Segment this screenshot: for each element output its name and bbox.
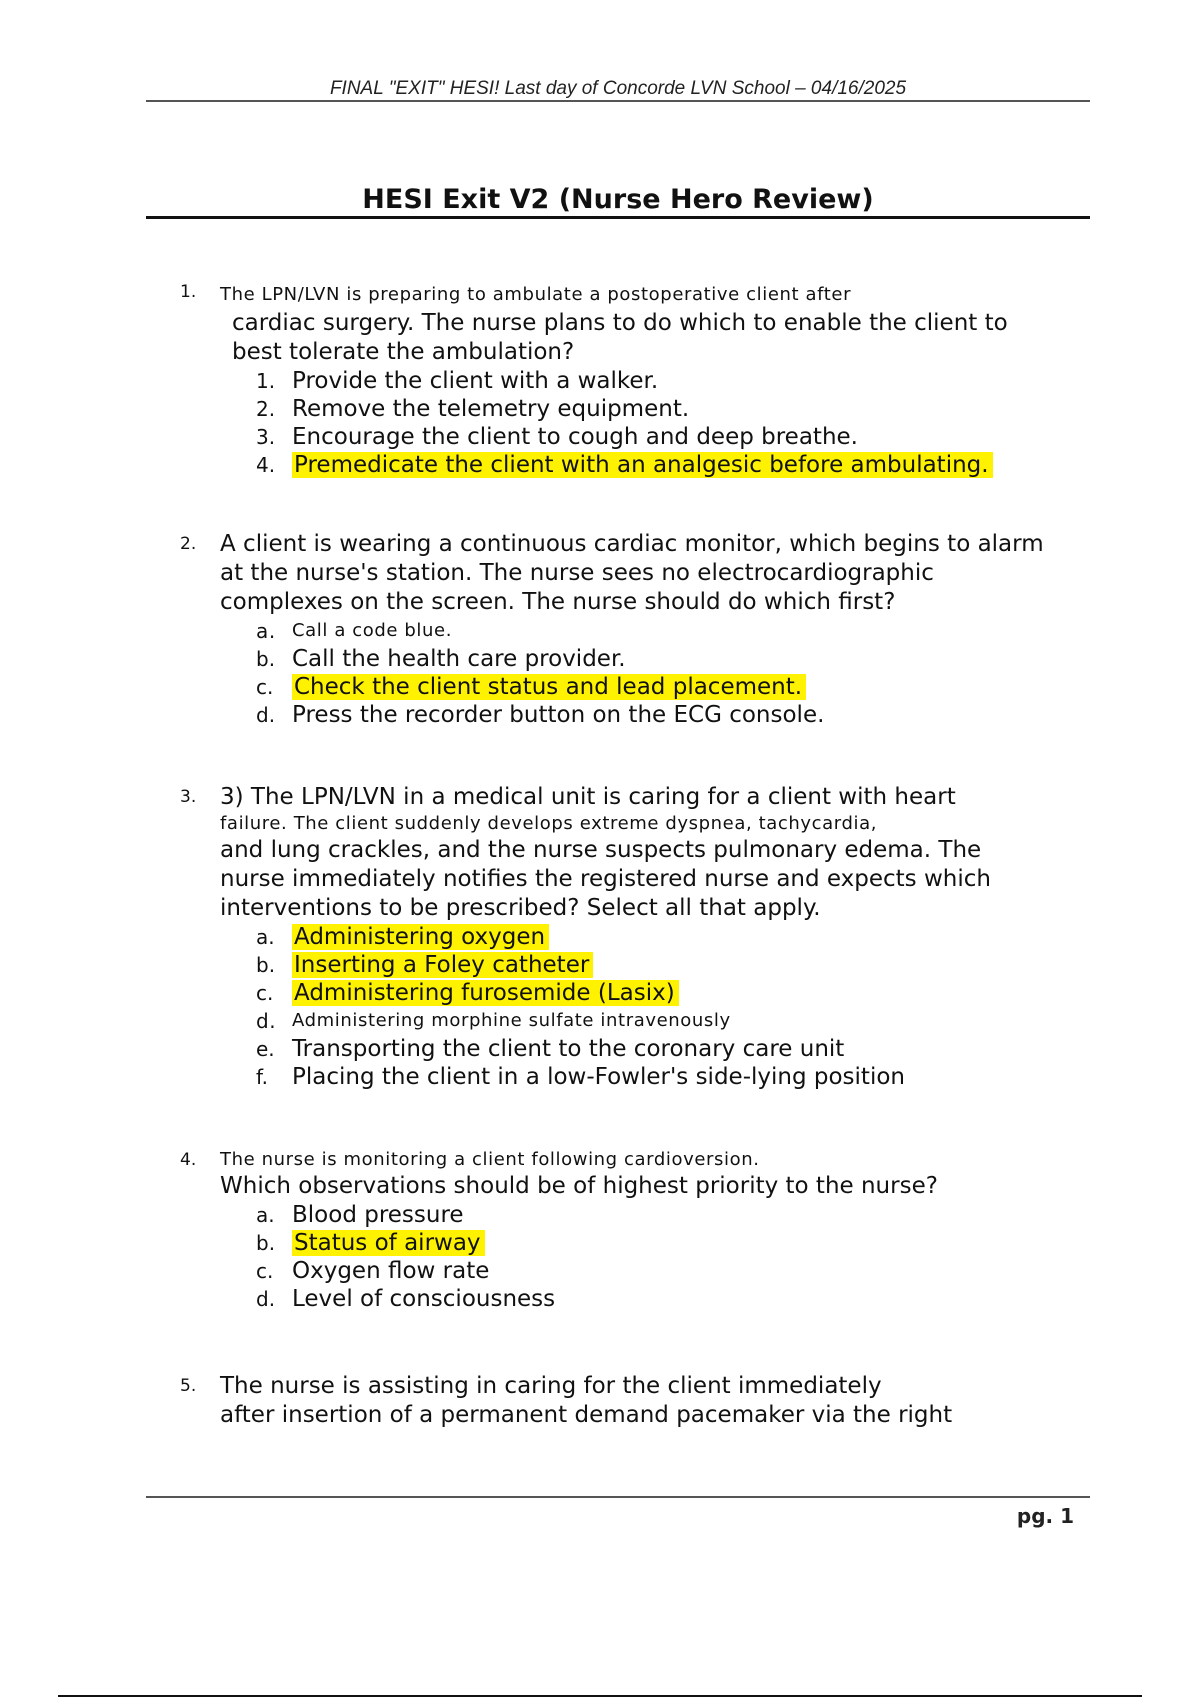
option-text: Oxygen flow rate <box>292 1258 490 1284</box>
page-number: pg. 1 <box>1016 1504 1074 1528</box>
answer-option <box>256 395 1090 423</box>
question-number: 2. <box>180 534 197 554</box>
option-marker: a. <box>256 619 276 643</box>
question-2 <box>180 530 1090 729</box>
option-marker: 3. <box>256 425 276 449</box>
option-marker: b. <box>256 1231 276 1255</box>
option-text-highlighted: Administering furosemide (Lasix) <box>292 980 679 1006</box>
option-marker: c. <box>256 981 274 1005</box>
option-text: Remove the telemetry equipment. <box>292 396 690 422</box>
option-marker: 1. <box>256 369 276 393</box>
question-stem-line: cardiac surgery. The nurse plans to do which to enable the client to <box>232 310 1008 336</box>
question-stem-line: 3) The LPN/LVN in a medical unit is caring for a client with heart <box>220 784 956 810</box>
answer-option-highlighted <box>256 673 1090 701</box>
footer-divider <box>146 1496 1090 1498</box>
question-number: 1. <box>180 282 197 302</box>
question-3 <box>180 783 1090 1091</box>
option-text: Placing the client in a low-Fowler's side-lying position <box>292 1064 905 1090</box>
answer-options <box>256 367 1090 479</box>
option-marker: d. <box>256 1287 276 1311</box>
option-text: Call a code blue. <box>292 620 453 641</box>
question-stem-line: at the nurse's station. The nurse sees no electrocardiographic <box>220 560 934 586</box>
option-text-highlighted: Check the client status and lead placement. <box>292 674 806 700</box>
option-marker: d. <box>256 703 276 727</box>
option-text-highlighted: Premedicate the client with an analgesic before ambulating. <box>292 452 993 478</box>
option-marker: f. <box>256 1065 268 1089</box>
option-marker: 4. <box>256 453 276 477</box>
answer-option-highlighted <box>256 923 1090 951</box>
answer-option <box>256 1063 1090 1091</box>
option-marker: a. <box>256 1203 275 1227</box>
answer-option <box>256 645 1090 673</box>
question-stem-line: failure. The client suddenly develops extreme dyspnea, tachycardia, <box>220 813 878 834</box>
option-marker: d. <box>256 1009 277 1033</box>
answer-options <box>256 923 1090 1091</box>
answer-option-highlighted <box>256 451 1090 479</box>
answer-option <box>256 617 1090 645</box>
option-marker: c. <box>256 1259 274 1283</box>
bottom-edge-line <box>58 1695 1142 1697</box>
question-stem-line: after insertion of a permanent demand pacemaker via the right <box>220 1402 953 1428</box>
answer-option <box>256 423 1090 451</box>
running-header: FINAL "EXIT" HESI! Last day of Concorde LVN School – 04/16/2025 <box>329 78 907 99</box>
title-underline <box>146 216 1090 219</box>
answer-option <box>256 1257 1090 1285</box>
option-text-highlighted: Status of airway <box>292 1230 485 1256</box>
option-text: Blood pressure <box>292 1202 464 1228</box>
option-text: Encourage the client to cough and deep breathe. <box>292 424 858 450</box>
option-text: Level of consciousness <box>292 1286 556 1312</box>
answer-option-highlighted <box>256 979 1090 1007</box>
answer-options <box>256 1201 1090 1313</box>
answer-option-highlighted <box>256 951 1090 979</box>
question-stem-line: Which observations should be of highest priority to the nurse? <box>220 1173 938 1199</box>
option-marker: 2. <box>256 397 276 421</box>
question-number: 4. <box>180 1150 197 1170</box>
answer-option-highlighted <box>256 1229 1090 1257</box>
header-divider <box>146 100 1090 102</box>
answer-option <box>256 1285 1090 1313</box>
option-marker: c. <box>256 675 274 699</box>
answer-options <box>256 617 1090 729</box>
answer-option <box>256 367 1090 395</box>
answer-option <box>256 1007 1090 1035</box>
question-4 <box>180 1148 1090 1313</box>
option-text: Transporting the client to the coronary care unit <box>292 1036 845 1062</box>
question-number: 5. <box>180 1376 197 1396</box>
option-marker: e. <box>256 1037 275 1061</box>
question-5 <box>180 1372 1090 1430</box>
option-text: Provide the client with a walker. <box>292 368 659 394</box>
answer-option <box>256 1035 1090 1063</box>
option-text: Administering morphine sulfate intravenously <box>292 1010 731 1031</box>
question-stem-line: nurse immediately notifies the registered nurse and expects which <box>220 866 991 892</box>
document-title: HESI Exit V2 (Nurse Hero Review) <box>362 184 874 215</box>
question-number: 3. <box>180 787 197 807</box>
question-stem-line: The LPN/LVN is preparing to ambulate a postoperative client after <box>220 284 852 305</box>
answer-option <box>256 701 1090 729</box>
option-text-highlighted: Administering oxygen <box>292 924 549 950</box>
question-1 <box>180 280 1090 479</box>
option-text-highlighted: Inserting a Foley catheter <box>292 952 593 978</box>
question-stem-line: The nurse is monitoring a client following cardioversion. <box>220 1149 760 1170</box>
option-marker: a. <box>256 925 275 949</box>
question-stem-line: complexes on the screen. The nurse should do which first? <box>220 589 896 615</box>
option-marker: b. <box>256 953 276 977</box>
question-stem-line: interventions to be prescribed? Select all that apply. <box>220 895 821 921</box>
answer-option <box>256 1201 1090 1229</box>
option-marker: b. <box>256 647 276 671</box>
option-text: Call the health care provider. <box>292 646 626 672</box>
question-stem-line: The nurse is assisting in caring for the client immediately <box>220 1373 882 1399</box>
question-stem-line: A client is wearing a continuous cardiac monitor, which begins to alarm <box>220 531 1044 557</box>
question-stem-line: best tolerate the ambulation? <box>232 339 575 365</box>
question-stem-line: and lung crackles, and the nurse suspects pulmonary edema. The <box>220 837 982 863</box>
option-text: Press the recorder button on the ECG console. <box>292 702 825 728</box>
